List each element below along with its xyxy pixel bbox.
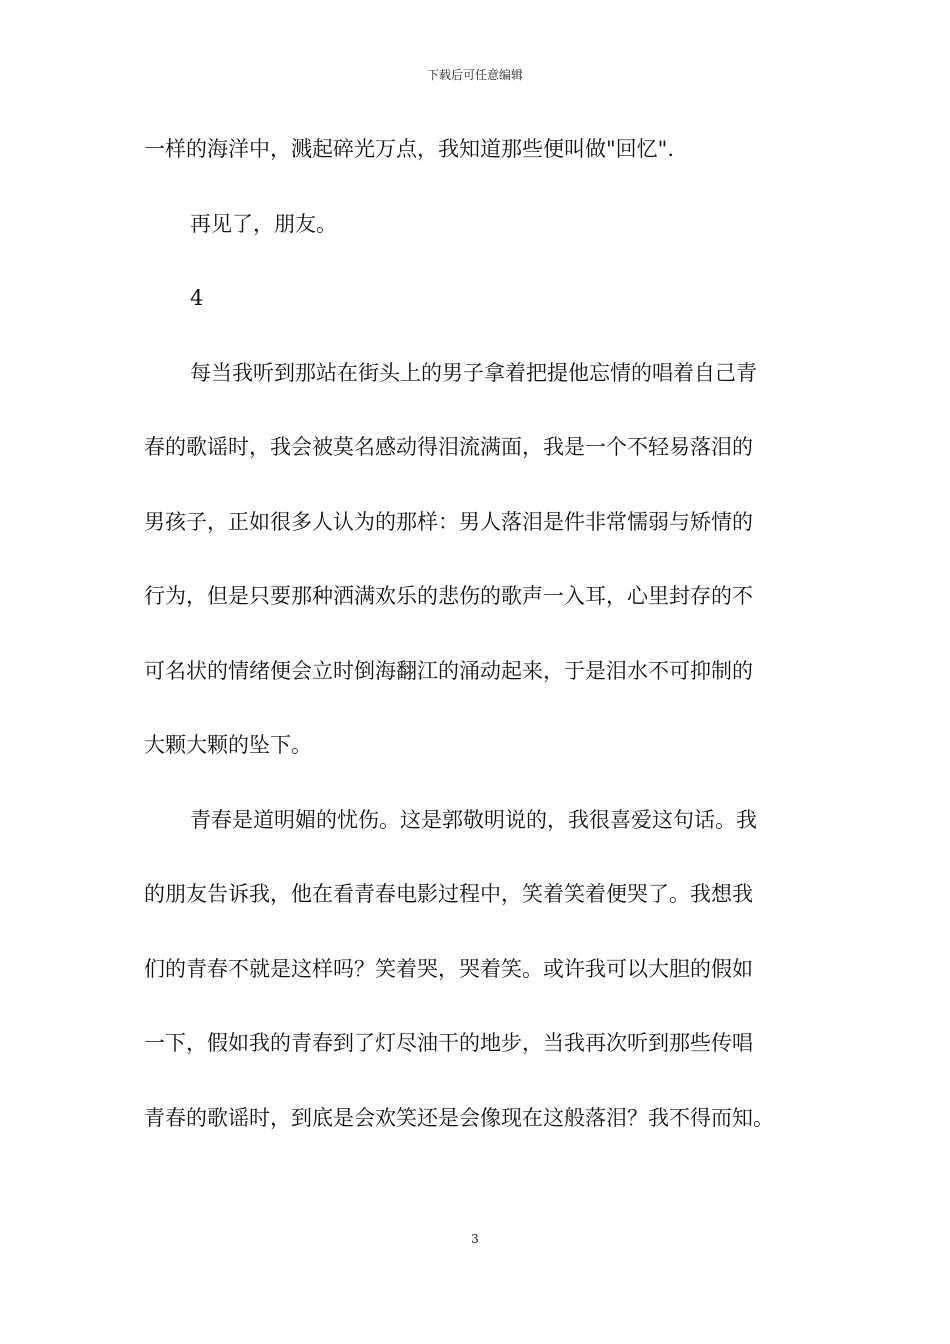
text-line: 可名状的情绪便会立时倒海翻江的涌动起来，于是泪水不可抑制的 [144,658,753,683]
text-line: 一下，假如我的青春到了灯尽油干的地步，当我再次听到那些传唱 [144,1031,753,1055]
text-line: 一样的海洋中，溅起碎光万点，我知道那些便叫做"回忆". [144,137,674,161]
text-line: 再见了，朋友。 [190,211,337,236]
text-line: 春的歌谣时，我会被莫名感动得泪流满面，我是一个不轻易落泪的 [144,435,753,459]
page-header: 下载后可任意编辑 [426,68,523,82]
text-line: 们的青春不就是这样吗？笑着哭，哭着笑。或许我可以大胆的假如 [144,956,753,981]
page-number: 3 [471,1232,479,1246]
text-line: 青春是道明媚的忧伤。这是郭敬明说的，我很喜爱这句话。我 [190,807,757,832]
document-body [144,124,820,1167]
text-line: 男孩子，正如很多人认为的那样：男人落泪是件非常懦弱与矫情的 [144,509,753,534]
text-line: 每当我听到那站在街头上的男子拿着把提他忘情的唱着自己青 [190,360,757,385]
text-line: 大颗大颗的坠下。 [144,733,312,757]
text-line: 青春的歌谣时，到底是会欢笑还是会像现在这般落泪？我不得而知。 [144,1105,774,1130]
text-line: 的朋友告诉我，他在看青春电影过程中，笑着笑着便哭了。我想我 [144,882,753,906]
section-number: 4 [190,286,204,310]
text-line: 行为，但是只要那种洒满欢乐的悲伤的歌声一入耳，心里封存的不 [144,584,753,608]
